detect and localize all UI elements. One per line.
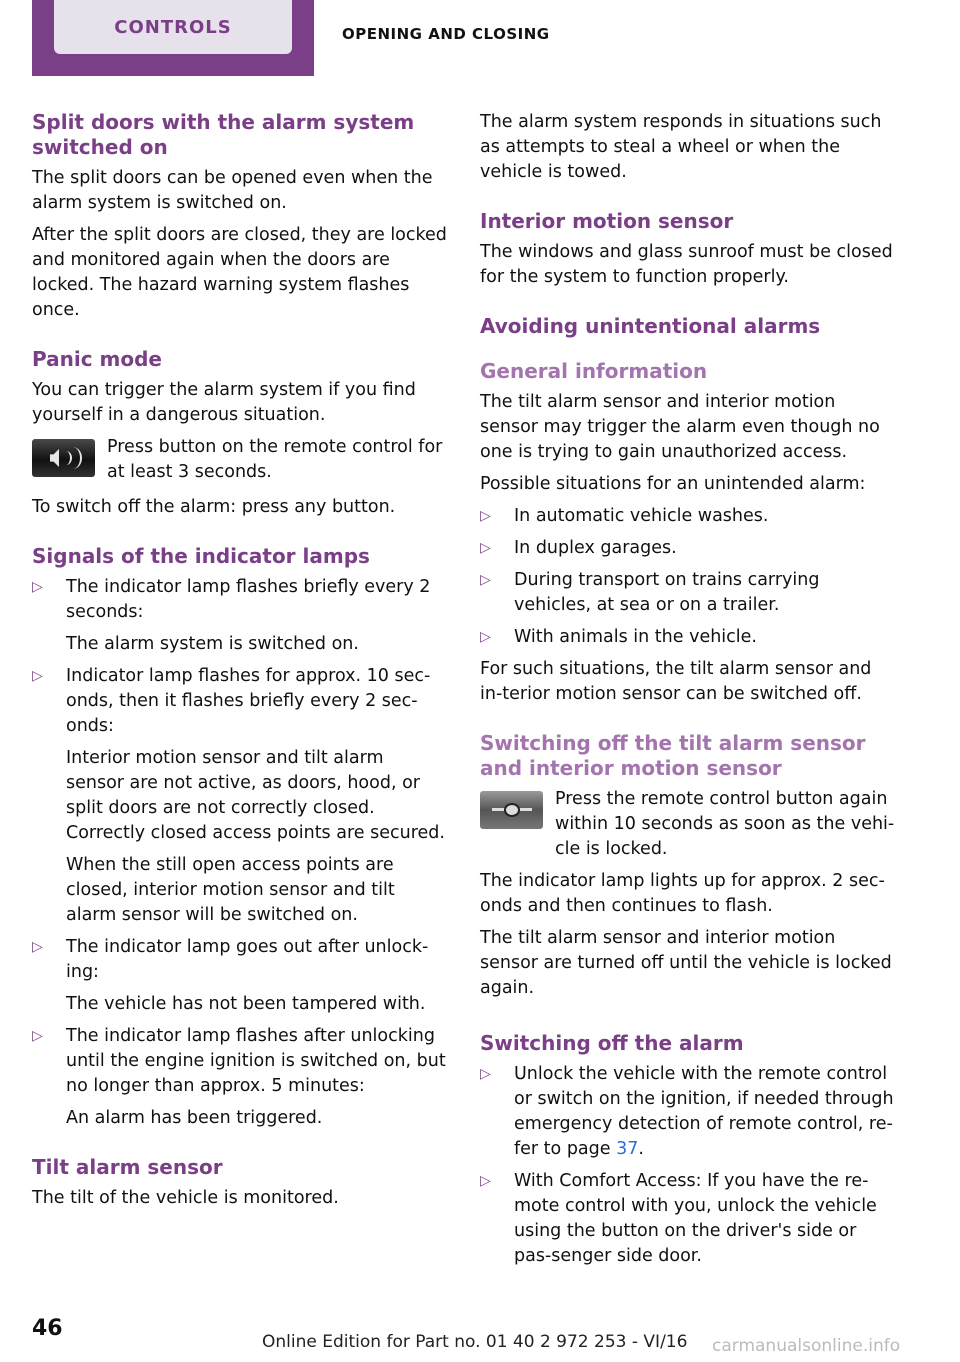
list-item-text: Indicator lamp flashes for approx. 10 sec‐onds, then it flashes briefly every 2 sec‐onds: (66, 666, 431, 736)
heading-interior-motion: Interior motion sensor (480, 209, 734, 233)
paragraph: The split doors can be opened even when the alarm system is switched on. (32, 168, 433, 213)
paragraph: Possible situations for an unintended alarm: (480, 474, 866, 494)
list-item-text: During transport on trains carrying vehicles, at sea or on a trailer. (514, 570, 820, 615)
heading-avoiding-alarms: Avoiding unintentional alarms (480, 314, 821, 338)
list-item (32, 664, 447, 928)
bullet-arrow-icon: ▷ (32, 939, 43, 955)
list-item (480, 1062, 895, 1162)
paragraph: The indicator lamp lights up for approx. 2 sec‐onds and then continues to flash. (480, 871, 885, 916)
list-item-text: In duplex garages. (514, 538, 677, 558)
list-item (480, 568, 895, 618)
list-item (32, 935, 447, 1017)
edition-footer: Online Edition for Part no. 01 40 2 972 253 - VI/16 (262, 1332, 688, 1352)
alarm-list (480, 1062, 895, 1269)
list-item (480, 504, 895, 529)
paragraph: You can trigger the alarm system if you find yourself in a dangerous situation. (32, 380, 416, 425)
bullet-arrow-icon: ▷ (480, 508, 491, 524)
left-column (32, 110, 447, 1218)
mini-logo-button-icon (480, 791, 543, 829)
paragraph: The windows and glass sunroof must be closed for the system to function properly. (480, 242, 893, 287)
bullet-arrow-icon: ▷ (32, 1028, 43, 1044)
list-item-text: In automatic vehicle washes. (514, 506, 769, 526)
chapter-label: CONTROLS (114, 16, 232, 38)
paragraph: The tilt of the vehicle is monitored. (32, 1188, 339, 1208)
list-item-text: With Comfort Access: If you have the re‐mote control with you, unlock the vehicle using the button on the driver's side or pas‐senger side door. (514, 1171, 877, 1266)
page-number: 46 (32, 1316, 63, 1341)
lock-instruction (480, 787, 895, 862)
list-item (480, 1169, 895, 1269)
heading-tilt-alarm: Tilt alarm sensor (32, 1155, 223, 1179)
heading-general-info: General information (480, 359, 708, 383)
chapter-tab-inner (54, 0, 292, 54)
list-item-subtext: The alarm system is switched on. (66, 634, 359, 654)
list-item-text: With animals in the vehicle. (514, 627, 757, 647)
list-item-text: . (638, 1139, 644, 1159)
list-item (32, 1024, 447, 1131)
list-item-text: The indicator lamp goes out after unlock‐ing: (66, 937, 429, 982)
bullet-arrow-icon: ▷ (480, 629, 491, 645)
heading-signals: Signals of the indicator lamps (32, 544, 370, 568)
bullet-arrow-icon: ▷ (480, 540, 491, 556)
situations-list (480, 504, 895, 650)
paragraph: To switch off the alarm: press any button. (32, 497, 396, 517)
list-item-text: The indicator lamp flashes briefly every 2 seconds: (66, 577, 431, 622)
list-item-subtext: Interior motion sensor and tilt alarm sensor are not active, as doors, hood, or split doors are not correctly closed. Correctly closed access points are secured. (66, 748, 445, 843)
paragraph: The tilt alarm sensor and interior motion sensor are turned off until the vehicle is locked again. (480, 928, 892, 998)
paragraph: Press the remote control button again within 10 seconds as soon as the vehi‐cle is locked. (555, 789, 895, 859)
page-link[interactable]: 37 (616, 1139, 639, 1159)
bullet-arrow-icon: ▷ (32, 668, 43, 684)
list-item (480, 625, 895, 650)
panic-instruction (32, 435, 447, 485)
speaker-button-icon (32, 439, 95, 477)
heading-switching-off-tilt: Switching off the tilt alarm sensor and interior motion sensor (480, 731, 866, 780)
bullet-arrow-icon: ▷ (480, 1173, 491, 1189)
bullet-arrow-icon: ▷ (480, 572, 491, 588)
heading-panic-mode: Panic mode (32, 347, 162, 371)
list-item-subtext: When the still open access points are closed, interior motion sensor and tilt alarm sensor will be switched on. (66, 855, 395, 925)
right-column (480, 110, 895, 1276)
bullet-arrow-icon: ▷ (480, 1066, 491, 1082)
paragraph: For such situations, the tilt alarm sensor and in‐terior motion sensor can be switched off. (480, 659, 872, 704)
heading-split-doors: Split doors with the alarm system switched on (32, 110, 415, 159)
paragraph: The alarm system responds in situations such as attempts to steal a wheel or when the vehicle is towed. (480, 112, 882, 182)
heading-switching-off-alarm: Switching off the alarm (480, 1031, 744, 1055)
section-label: OPENING AND CLOSING (342, 25, 550, 43)
list-item-text: The indicator lamp flashes after unlocking until the engine ignition is switched on, but no longer than approx. 5 minutes: (66, 1026, 446, 1096)
list-item (480, 536, 895, 561)
bullet-arrow-icon: ▷ (32, 579, 43, 595)
paragraph: The tilt alarm sensor and interior motion sensor may trigger the alarm even though no one is trying to gain unauthorized access. (480, 392, 880, 462)
list-item-subtext: The vehicle has not been tampered with. (66, 994, 426, 1014)
list-item-subtext: An alarm has been triggered. (66, 1108, 323, 1128)
signals-list (32, 575, 447, 1131)
paragraph: After the split doors are closed, they are locked and monitored again when the doors are locked. The hazard warning system flashes once. (32, 225, 447, 320)
watermark: carmanualsonline.info (712, 1336, 901, 1356)
list-item (32, 575, 447, 657)
paragraph: Press button on the remote control for at least 3 seconds. (107, 437, 443, 482)
list-item-text: Unlock the vehicle with the remote control or switch on the ignition, if needed through emergency detection of remote control, re‐fer to page (514, 1064, 894, 1159)
